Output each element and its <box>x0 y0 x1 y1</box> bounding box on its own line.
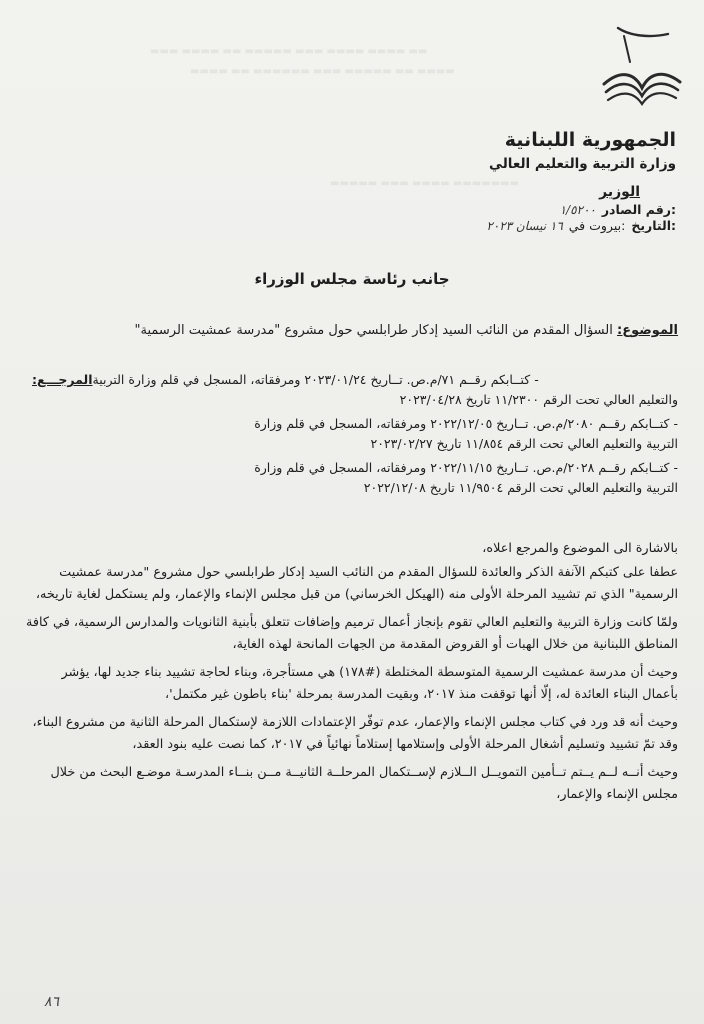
recipient-line: جانب رئاسة مجلس الوزراء <box>254 270 450 288</box>
references-list <box>26 370 678 502</box>
reference-item <box>26 458 678 498</box>
subject-text: السؤال المقدم من النائب السيد إدكار طرابلسي حول مشروع "مدرسة عمشيت الرسمية" <box>134 323 613 338</box>
reference-item <box>26 414 678 454</box>
date-value: ١٦ نيسان ٢٠٢٣ <box>486 219 563 233</box>
subject-label: الموضوع: <box>617 323 678 338</box>
letter-body <box>22 538 678 812</box>
body-paragraph: وحيث أن مدرسة عمشيت الرسمية المتوسطة المختلطة (#١٧٨) هي مستأجرة، وبناء لحاجة تشييد بناء جديد لها، يؤشر بأعمال البناء العائدة له، إلّا أنها توقفت منذ ٢٠١٧، وبقيت المدرسة بمرحلة 'بناء باطون غير مكتمل'، <box>61 665 678 702</box>
minister-heading: الوزير <box>599 184 640 200</box>
reference-item <box>26 370 678 410</box>
place-label: بيروت في: <box>568 218 626 233</box>
reference-line: - كتــابكم رقــم ٢٠٨٠/م.ص. تــاريخ ٢٠٢٢/١٢/٠٥ ومرفقاته، المسجل في قلم وزارة <box>254 416 678 431</box>
reference-line: التربية والتعليم العالي تحت الرقم ١١/٩٥٠٤ تاريخ ٢٠٢٢/١٢/٠٨ <box>363 480 678 495</box>
letterhead <box>436 128 676 202</box>
republic-title: الجمهورية اللبنانية <box>504 129 676 151</box>
bleed-through-text: ▬▬▬▬▬ ▬▬▬ ▬▬▬▬ ▬▬▬▬▬▬▬ <box>330 178 520 189</box>
references-label: المرجـــع: <box>32 372 93 387</box>
date-label: التاريخ: <box>631 218 676 233</box>
bleed-through-text: ▬▬▬▬ ▬▬ ▬▬▬▬▬▬ ▬▬▬ ▬▬▬▬▬ ▬▬ ▬▬▬▬ <box>190 66 455 77</box>
outgoing-number-label: رقم الصادر: <box>601 202 676 217</box>
ministry-name: وزارة التربية والتعليم العالي <box>489 156 676 172</box>
subject-line <box>26 318 678 344</box>
reference-line: التربية والتعليم العالي تحت الرقم ١١/٨٥٤ تاريخ ٢٠٢٣/٠٢/٢٧ <box>370 436 678 451</box>
reference-line: - كتــابكم رقــم ٧١/م.ص. تــاريخ ٢٠٢٣/٠١/٢٤ ومرفقاته، المسجل في قلم وزارة التربية <box>92 372 539 387</box>
outgoing-number-row <box>560 202 676 217</box>
bleed-through-text: ▬▬▬ ▬▬▬▬ ▬▬ ▬▬▬▬▬ ▬▬▬ ▬▬▬▬ ▬▬▬▬ ▬▬ <box>150 46 428 57</box>
body-paragraph: وحيث أنه قد ورد في كتاب مجلس الإنماء والإعمار، عدم توفّر الإعتمادات اللازمة لإستكمال المرحلة الثانية من مشروع البناء، وقد تمّ تشييد وتسليم أشغال المرحلة الأولى وإستلامها إستلاماً نهائياً في ٢٠١٧، كما نصت عليه بنود العقد، <box>32 715 678 752</box>
reference-line: - كتــابكم رقــم ٢٠٢٨/م.ص. تــاريخ ٢٠٢٢/١١/١٥ ومرفقاته، المسجل في قلم وزارة <box>254 460 678 475</box>
reference-line: والتعليم العالي تحت الرقم ١١/٢٣٠٠ تاريخ ٢٠٢٣/٠٤/٢٨ <box>399 392 678 407</box>
body-paragraph: عطفا على كتبكم الآنفة الذكر والعائدة للسؤال المقدم من النائب السيد إدكار طرابلسي حول مشروع "مدرسة عمشيت الرسمية" الذي تم تشييد المرحلة الأولى منه (الهيكل الخرساني) من قبل مجلس الإنماء والإعمار، ولم يستكمل لغاية تاريخه، <box>35 565 678 602</box>
outgoing-number-value: ١/٥٢٠٠ <box>559 203 596 217</box>
body-paragraph: وحيث أنــه لــم يــتم تــأمين التمويــل الــلازم لإســتكمال المرحلــة الثانيــة مــن بنــاء المدرسـة موضـع البحث من خلال مجلس الإنماء والإعمار، <box>50 765 678 802</box>
page-number: ٨٦ <box>44 994 60 1010</box>
date-row <box>486 218 676 233</box>
body-opening: بالاشارة الى الموضوع والمرجع اعلاه، <box>482 541 678 556</box>
body-paragraph: ولمّا كانت وزارة التربية والتعليم العالي تقوم بإنجاز أعمال ترميم وإضافات تتعلق بأبنية الثانويات والمدارس الرسمية، في كافة المناطق اللبنانية من خلال الهبات أو القروض المقدمة من الجهات المانحة لهذه الغاية، <box>26 615 678 652</box>
ministry-book-logo-icon <box>590 22 690 112</box>
